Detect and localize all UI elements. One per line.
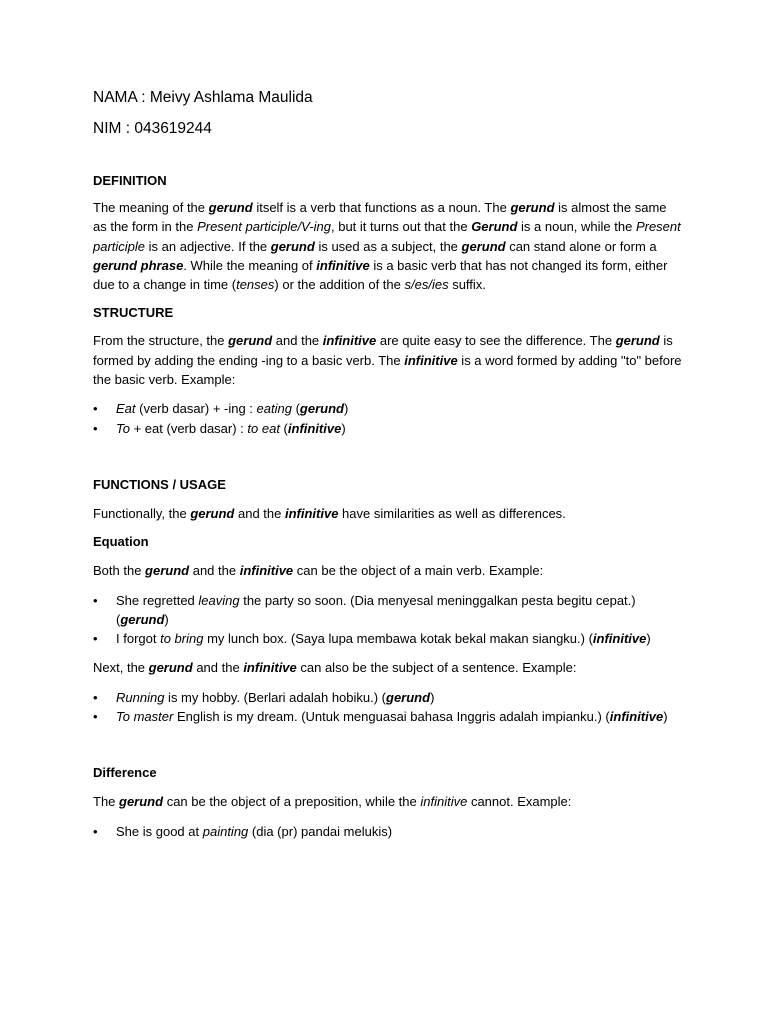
bullet-icon: • [93,689,98,705]
structure-example-list [93,399,683,438]
bullet-icon: • [93,420,98,436]
bullet-icon: • [93,823,98,839]
functions-heading: FUNCTIONS / USAGE [93,476,226,492]
difference-example-list [93,822,683,841]
equation-heading: Equation [93,534,149,550]
document-page [93,88,683,841]
list-item: • To master English is my dream. (Untuk menguasai bahasa Inggris adalah impianku.) (infinitive) [93,707,668,726]
difference-paragraph: The gerund can be the object of a preposition, while the infinitive cannot. Example: [93,794,572,810]
student-name: NAMA : Meivy Ashlama Maulida [93,89,313,106]
subject-example-list [93,688,668,727]
bullet-icon: • [93,709,98,725]
definition-heading: DEFINITION [93,173,167,188]
definition-paragraph: The meaning of the gerund itself is a verb that functions as a noun. The gerund is almost the same as the form in the Present participle/V-ing, but it turns out that the Gerund is a noun, while the Present participle is an adjective. If the gerund is used as a subject, the gerund can stand alone or form a gerund phrase. While the meaning of infinitive is a basic verb that has not changed its form, either due to a change in time (tenses) or the addition of the s/es/ies suffix. [93,200,681,293]
subject-paragraph: Next, the gerund and the infinitive can also be the subject of a sentence. Example: [93,660,577,676]
list-item: • Running is my hobby. (Berlari adalah hobiku.) (gerund) [93,688,668,707]
student-nim: NIM : 043619244 [93,120,212,137]
equation-example-list [93,591,653,649]
bullet-icon: • [93,631,98,647]
list-item: • She regretted leaving the party so soon. (Dia menyesal meninggalkan pesta begitu cepat.) (gerund) [93,592,636,627]
list-item: • Eat (verb dasar) + -ing : eating (gerund) [93,399,683,418]
functions-paragraph: Functionally, the gerund and the infinitive have similarities as well as differences. [93,505,566,521]
list-item: • I forgot to bring my lunch box. (Saya lupa membawa kotak bekal makan siangku.) (infinitive) [93,629,653,648]
difference-heading: Difference [93,765,157,781]
list-item: • To + eat (verb dasar) : to eat (infinitive) [93,419,683,438]
bullet-icon: • [93,401,98,417]
structure-paragraph: From the structure, the gerund and the infinitive are quite easy to see the difference. The gerund is formed by adding the ending -ing to a basic verb. The infinitive is a word formed by adding "to" before the basic verb. Example: [93,333,682,388]
equation-paragraph: Both the gerund and the infinitive can be the object of a main verb. Example: [93,563,544,579]
structure-heading: STRUCTURE [93,305,174,321]
list-item: • She is good at painting (dia (pr) pandai melukis) [93,822,683,841]
bullet-icon: • [93,592,98,608]
